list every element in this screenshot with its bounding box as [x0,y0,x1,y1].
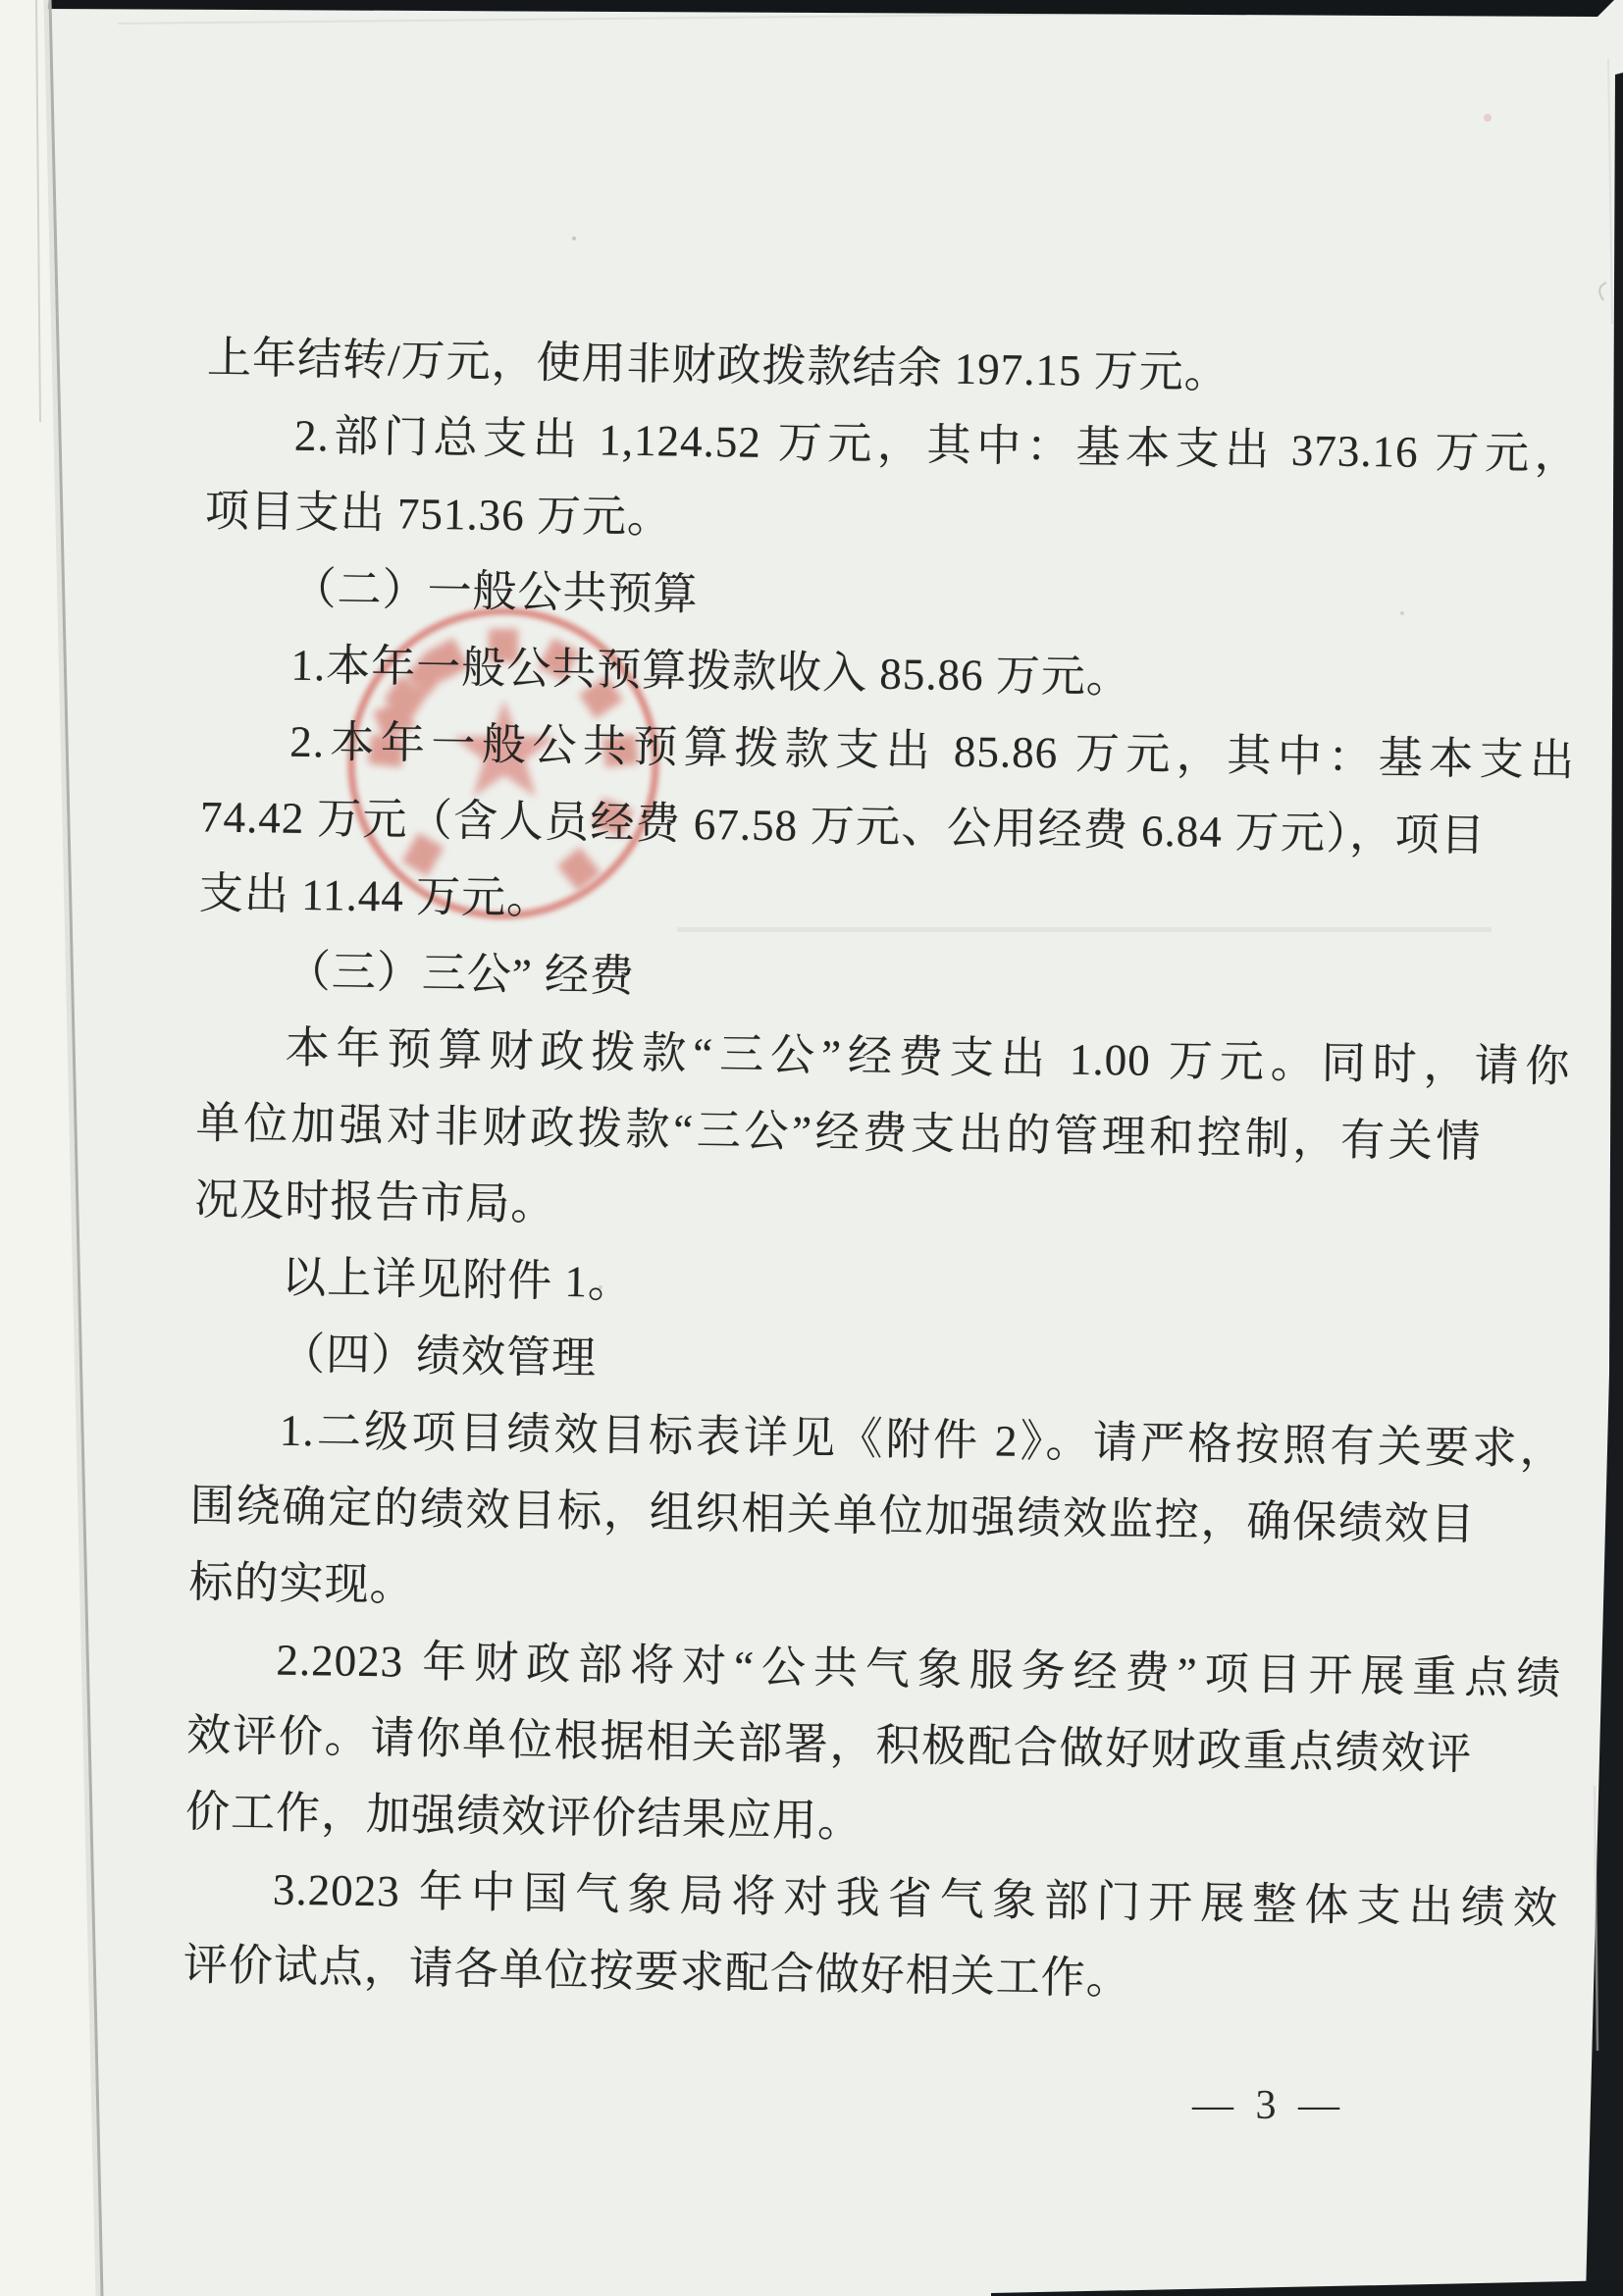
text-line: 3.2023 年中国气象局将对我省气象部门开展整体支出绩效 [272,1864,1559,1934]
text-line: 2.本年一般公共预算拨款支出 85.86 万元，其中：基本支出 [288,716,1576,786]
text-line: 价工作，加强绩效评价结果应用。 [184,1787,864,1847]
text-line: 单位加强对非财政拨款“三公”经费支出的管理和控制，有关情 [195,1098,1482,1167]
text-line: 围绕确定的绩效目标，组织相关单位加强绩效监控，确保绩效目 [189,1481,1476,1549]
text-line: 2.部门总支出 1,124.52 万元，其中：基本支出 373.16 万元， [293,410,1581,480]
text-line: 效评价。请你单位根据相关部署，积极配合做好财政重点绩效评 [185,1710,1473,1779]
text-line: 标的实现。 [188,1557,415,1610]
text-line: 上年结转/万元，使用非财政拨款结余 197.15 万元。 [206,333,1230,397]
text-line: 项目支出 751.36 万元。 [204,486,673,543]
text-line: 本年预算财政拨款“三公”经费支出 1.00 万元。同时，请你 [285,1022,1571,1092]
text-line: （三）三公” 经费 [286,946,636,1002]
text-line: 以上详见附件 1。 [281,1252,634,1308]
page-number: — 3 — [1192,2083,1345,2128]
text-line: 1.本年一般公共预算拨款收入 85.86 万元。 [290,640,1132,703]
text-line: 况及时报告市局。 [194,1174,556,1229]
text-line: 评价试点，请各单位按要求配合做好相关工作。 [183,1940,1132,2004]
text-line: 1.二级项目绩效目标表详见《附件 2》。请严格按照有关要求， [279,1405,1566,1475]
text-line: 支出 11.44 万元。 [198,868,552,923]
text-line: 74.42 万元（含人员经费 67.58 万元、公用经费 6.84 万元），项目 [199,792,1487,861]
text-line: （二）一般公共预算 [291,563,699,619]
text-line: 2.2023 年财政部将对“公共气象服务经费”项目开展重点绩 [276,1635,1562,1704]
text-line: （四）绩效管理 [280,1329,598,1383]
